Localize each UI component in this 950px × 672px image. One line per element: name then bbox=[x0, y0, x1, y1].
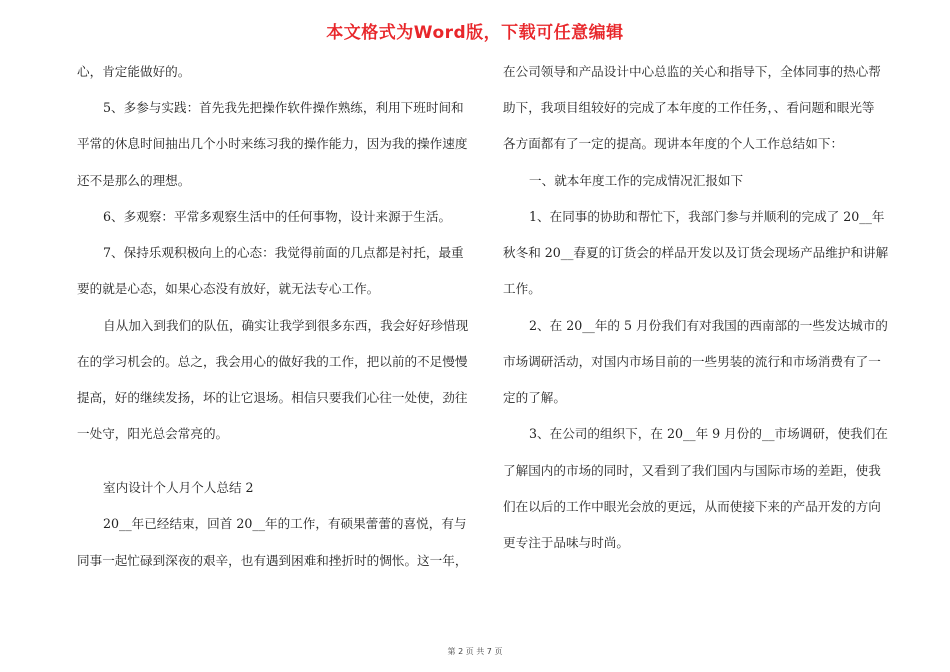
text-line: 市场调研活动，对国内市场目前的一些男装的流行和市场消费有了一 bbox=[503, 354, 881, 369]
text-line: 20__年已经结束，回首 20__年的工作，有硕果蕾蕾的喜悦，有与 bbox=[103, 516, 467, 531]
text-line: 一处守，阳光总会常亮的。 bbox=[77, 426, 229, 441]
text-line: 心，肯定能做好的。 bbox=[77, 64, 191, 79]
text-line: 5、多参与实践：首先我先把操作软件操作熟练，利用下班时间和 bbox=[103, 100, 464, 115]
text-line: 同事一起忙碌到深夜的艰辛，也有遇到困难和挫折时的惆怅。这一年， bbox=[77, 553, 468, 568]
text-line: 7、保持乐观积极向上的心态：我觉得前面的几点都是衬托，最重 bbox=[103, 245, 464, 260]
section-heading: 室内设计个人月个人总结 2 bbox=[103, 480, 254, 495]
text-line: 平常的休息时间抽出几个小时来练习我的操作能力，因为我的操作速度 bbox=[77, 136, 468, 151]
text-line: 更专注于品味与时尚。 bbox=[503, 535, 629, 550]
text-line: 要的就是心态，如果心态没有放好，就无法专心工作。 bbox=[77, 281, 380, 296]
text-line: 秋冬和 20__春夏的订货会的样品开发以及订货会现场产品维护和讲解 bbox=[503, 245, 889, 260]
text-line: 定的了解。 bbox=[503, 390, 566, 405]
section-heading: 一、就本年度工作的完成情况汇报如下 bbox=[529, 173, 744, 188]
text-line: 在的学习机会的。总之，我会用心的做好我的工作，把以前的不足慢慢 bbox=[77, 354, 468, 369]
text-line: 各方面都有了一定的提高。现讲本年度的个人工作总结如下： bbox=[503, 136, 844, 151]
text-line: 们在以后的工作中眼光会放的更远，从而使接下来的产品开发的方向 bbox=[503, 499, 881, 514]
text-line: 2、在 20__年的 5 月份我们有对我国的西南部的一些发达城市的 bbox=[529, 318, 888, 333]
text-line: 在公司领导和产品设计中心总监的关心和指导下，全体同事的热心帮 bbox=[503, 64, 881, 79]
text-line: 助下，我项目组较好的完成了本年度的工作任务，、看问题和眼光等 bbox=[503, 100, 875, 115]
text-line: 6、多观察：平常多观察生活中的任何事物，设计来源于生活。 bbox=[103, 209, 452, 224]
page-number: 第 2 页 共 7 页 bbox=[447, 647, 503, 656]
text-line: 3、在公司的组织下，在 20__年 9 月份的__市场调研，使我们在 bbox=[529, 426, 888, 441]
text-line: 自从加入到我们的队伍，确实让我学到很多东西，我会好好珍惜现 bbox=[103, 318, 469, 333]
text-line: 工作。 bbox=[503, 281, 541, 296]
text-line: 还不是那么的理想。 bbox=[77, 173, 191, 188]
word-format-banner: 本文格式为Word版，下载可任意编辑 bbox=[326, 23, 624, 43]
text-line: 提高，好的继续发扬，坏的让它退场。相信只要我们心往一处使，劲往 bbox=[77, 390, 468, 405]
text-line: 了解国内的市场的同时，又看到了我们国内与国际市场的差距，使我 bbox=[503, 463, 881, 478]
text-line: 1、在同事的协助和帮忙下，我部门参与并顺利的完成了 20__年 bbox=[529, 209, 885, 224]
